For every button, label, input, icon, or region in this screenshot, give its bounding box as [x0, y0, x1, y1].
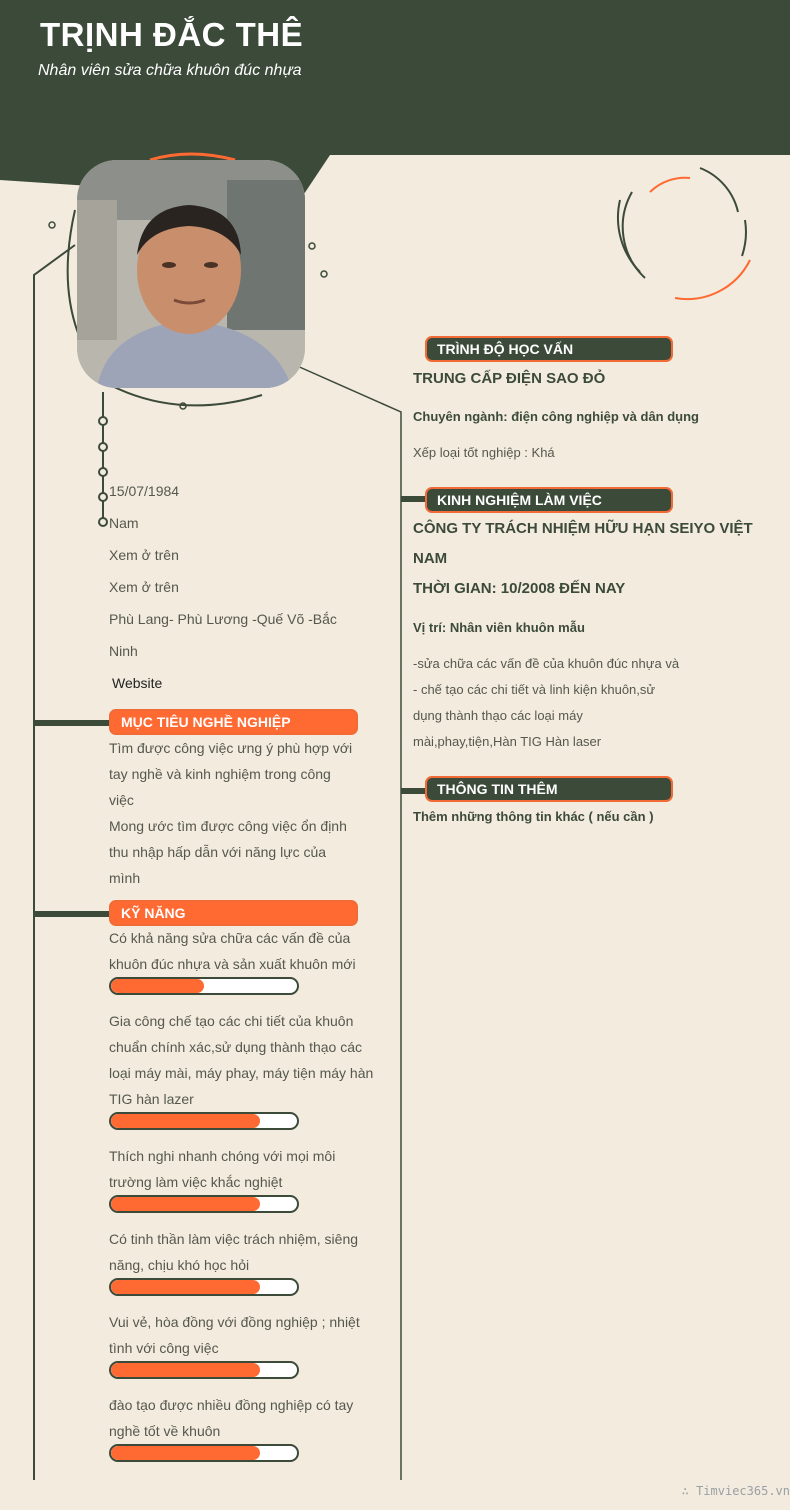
skill-line: tình với công việc	[109, 1340, 219, 1356]
website-link[interactable]: Website	[112, 675, 163, 691]
address-line-2: Ninh	[109, 643, 138, 659]
education-school: TRUNG CẤP ĐIỆN SAO ĐỎ	[413, 370, 606, 387]
skill-line: khuôn đúc nhựa và sản xuất khuôn mới	[109, 956, 356, 972]
objective-text	[109, 735, 389, 891]
skill-level-fill	[111, 1114, 260, 1128]
address-line-1: Phù Lang- Phù Lương -Quế Võ -Bắc	[109, 611, 337, 627]
additional-info-text: Thêm những thông tin khác ( nếu cần )	[413, 809, 654, 824]
experience-heading: KINH NGHIỆM LÀM VIỆC	[425, 487, 673, 513]
skill-line: TIG hàn lazer	[109, 1091, 194, 1107]
skill-description	[109, 925, 399, 977]
gender-text: Nam	[109, 515, 139, 531]
avatar	[77, 160, 305, 388]
skill-line: chuẩn chính xác,sử dụng thành thạo các	[109, 1039, 362, 1055]
objective-heading: MỤC TIÊU NGHỀ NGHIỆP	[109, 709, 358, 735]
experience-desc-line: dụng thành thạo các loại máy	[413, 708, 583, 723]
skill-line: loại máy mài, máy phay, máy tiện máy hàn	[109, 1065, 374, 1081]
objective-line: việc	[109, 792, 134, 808]
skill-level-bar	[109, 1444, 299, 1462]
skill-line: nghề tốt về khuôn	[109, 1423, 221, 1439]
skill-description	[109, 1008, 399, 1112]
skill-level-bar	[109, 1112, 299, 1130]
skill-level-bar	[109, 977, 299, 995]
objective-line: tay nghề và kinh nghiệm trong công	[109, 766, 331, 782]
job-title: Nhân viên sửa chữa khuôn đúc nhựa	[38, 62, 302, 79]
skill-description	[109, 1392, 399, 1444]
skill-line: năng, chịu khó học hỏi	[109, 1257, 250, 1273]
watermark: ∴ Timviec365.vn	[681, 1484, 790, 1498]
skill-level-fill	[111, 979, 204, 993]
skill-level-fill	[111, 1197, 260, 1211]
experience-desc-line: -sửa chữa các vấn đề của khuôn đúc nhựa và	[413, 656, 680, 671]
skill-line: trường làm việc khắc nghiệt	[109, 1174, 283, 1190]
skill-level-fill	[111, 1280, 260, 1294]
skill-line: Có tinh thần làm việc trách nhiệm, siêng	[109, 1231, 359, 1247]
experience-company-line-1: CÔNG TY TRÁCH NHIỆM HỮU HẠN SEIYO VIỆT	[413, 520, 753, 537]
objective-line: thu nhập hấp dẫn với năng lực của	[109, 844, 327, 860]
experience-position: Vị trí: Nhân viên khuôn mẫu	[413, 620, 585, 635]
objective-line: Mong ước tìm được công việc ổn định	[109, 818, 347, 834]
skill-level-bar	[109, 1195, 299, 1213]
skill-line: Gia công chế tạo các chi tiết của khuôn	[109, 1013, 354, 1029]
skill-level-bar	[109, 1361, 299, 1379]
skill-line: Vui vẻ, hòa đồng với đồng nghiệp ; nhiệt	[109, 1314, 360, 1330]
skill-level-fill	[111, 1446, 260, 1460]
experience-company-line-2: NAM	[413, 550, 448, 567]
candidate-name: TRỊNH ĐẮC THÊ	[40, 16, 304, 53]
education-grade: Xếp loại tốt nghiệp : Khá	[413, 445, 555, 460]
skill-line: Thích nghi nhanh chóng với mọi môi	[109, 1148, 336, 1164]
objective-line: mình	[109, 870, 141, 886]
skill-level-bar	[109, 1278, 299, 1296]
skill-line: đào tạo được nhiều đồng nghiệp có tay	[109, 1397, 354, 1413]
education-heading: TRÌNH ĐỘ HỌC VẤN	[425, 336, 673, 362]
email-text: Xem ở trên	[109, 579, 179, 595]
education-major: Chuyên ngành: điện công nghiệp và dân dụng	[413, 409, 699, 424]
additional-info-heading: THÔNG TIN THÊM	[425, 776, 673, 802]
skill-description	[109, 1143, 399, 1195]
phone-text: Xem ở trên	[109, 547, 179, 563]
skill-description	[109, 1309, 399, 1361]
skills-heading: KỸ NĂNG	[109, 900, 358, 926]
objective-line: Tìm được công việc ưng ý phù hợp với	[109, 740, 353, 756]
birthday-text: 15/07/1984	[109, 483, 180, 499]
experience-desc-line: mài,phay,tiện,Hàn TIG Hàn laser	[413, 734, 602, 749]
experience-period: THỜI GIAN: 10/2008 ĐẾN NAY	[413, 580, 626, 597]
skill-level-fill	[111, 1363, 260, 1377]
experience-desc-line: - chế tạo các chi tiết và linh kiện khuôn,sử	[413, 682, 656, 697]
skill-line: Có khả năng sửa chữa các vấn đề của	[109, 930, 351, 946]
skill-description	[109, 1226, 399, 1278]
